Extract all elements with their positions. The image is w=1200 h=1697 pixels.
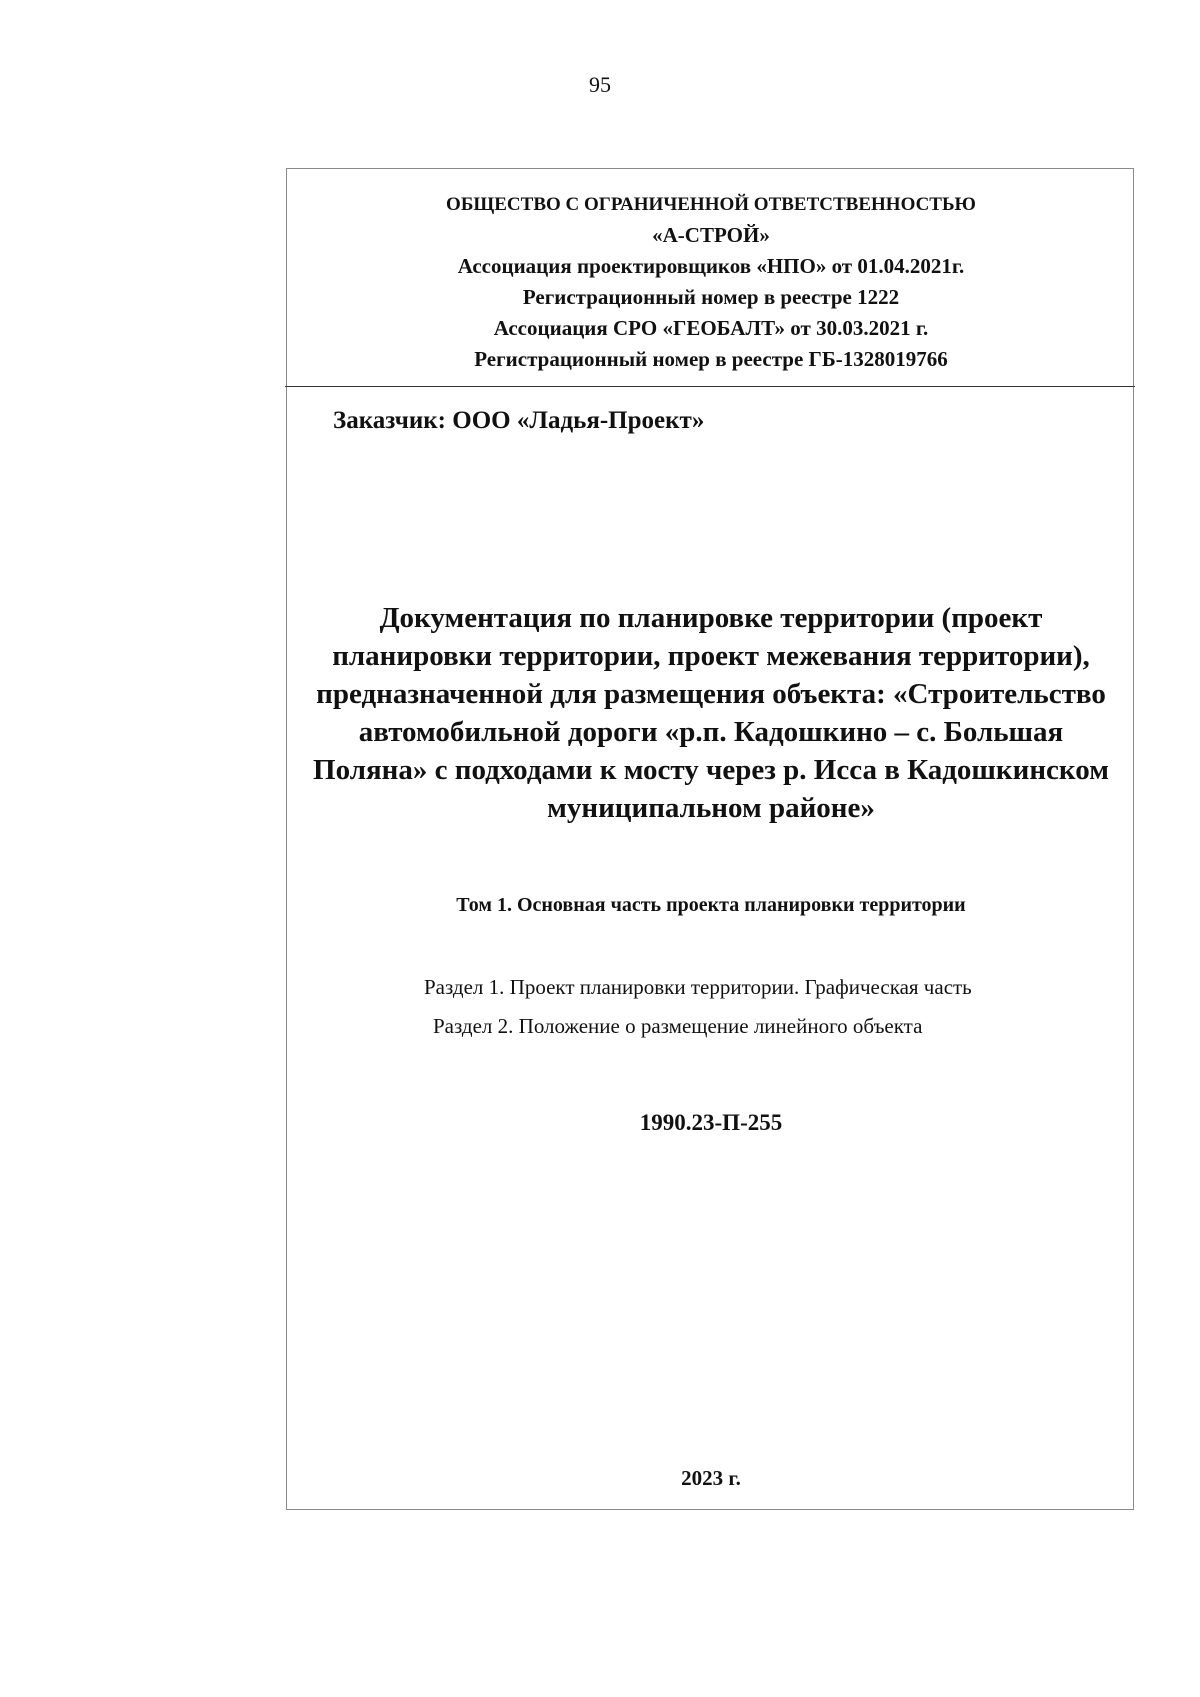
registration-number-sro: Регистрационный номер в реестре ГБ-1328019766 <box>474 347 948 371</box>
header-separator-line <box>285 386 1135 387</box>
registration-number-npo: Регистрационный номер в реестре 1222 <box>522 285 900 309</box>
page-number: 95 <box>589 72 611 97</box>
document-title <box>287 599 1135 827</box>
association-sro: Ассоциация СРО «ГЕОБАЛТ» от 30.03.2021 г. <box>493 316 929 340</box>
organization-type: ОБЩЕСТВО С ОГРАНИЧЕННОЙ ОТВЕТСТВЕННОСТЬЮ <box>446 194 976 215</box>
document-title-line: предназначенной для размещения объекта: «Строительство <box>316 678 1106 710</box>
document-title-line: автомобильной дороги «р.п. Кадошкино – с. Большая <box>358 716 1064 748</box>
organization-header <box>287 189 1135 375</box>
document-title-line: Документация по планировке территории (проект <box>379 602 1043 634</box>
organization-name: «А-СТРОЙ» <box>652 223 770 247</box>
document-title-line: Поляна» с подходами к мосту через р. Исса в Кадошкинском <box>313 754 1109 786</box>
section-1-title: Раздел 1. Проект планировки территории. Графическая часть <box>424 975 972 999</box>
title-page-frame <box>286 168 1134 1510</box>
document-year: 2023 г. <box>681 1466 741 1490</box>
document-title-line: муниципальном районе» <box>547 792 875 824</box>
document-title-line: планировки территории, проект межевания территории), <box>332 640 1090 672</box>
customer-label: Заказчик: ООО «Ладья-Проект» <box>333 407 705 434</box>
document-code: 1990.23-П-255 <box>639 1110 783 1135</box>
association-npo: Ассоциация проектировщиков «НПО» от 01.04.2021г. <box>457 254 965 278</box>
volume-title: Том 1. Основная часть проекта планировки территории <box>456 894 966 916</box>
section-2-title: Раздел 2. Положение о размещение линейного объекта <box>433 1014 923 1038</box>
